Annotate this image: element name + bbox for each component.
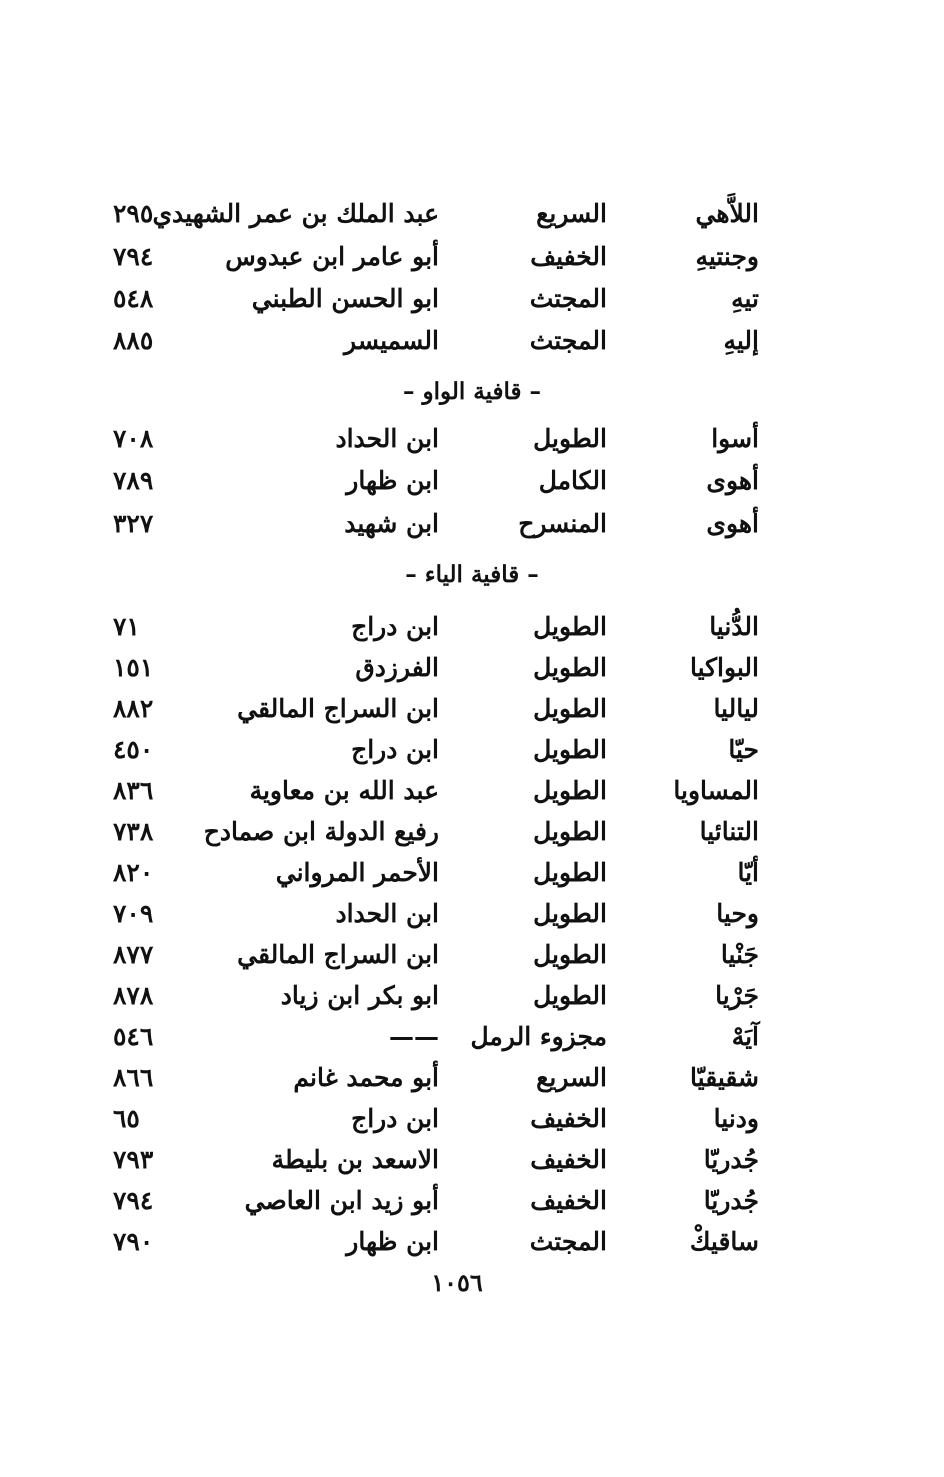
meter: الطويل bbox=[533, 940, 607, 969]
page-ref: ٧٠٩ bbox=[113, 899, 154, 928]
rhyme-word: جَنْيا bbox=[720, 940, 759, 969]
rhyme-word: آيَهْ bbox=[731, 1022, 759, 1051]
rhyme-word: أيّا bbox=[737, 858, 759, 887]
page-ref: ٨٨٥ bbox=[113, 326, 154, 355]
page-ref: ٧٣٨ bbox=[113, 817, 154, 846]
page-ref: ٥٤٨ bbox=[113, 284, 154, 313]
meter: الخفيف bbox=[530, 1145, 607, 1174]
page-ref: ٦٥ bbox=[113, 1104, 140, 1133]
poet: الاسعد بن بليطة bbox=[271, 1145, 439, 1174]
index-row bbox=[0, 811, 944, 852]
meter: الطويل bbox=[533, 694, 607, 723]
page-ref: ٨٧٨ bbox=[113, 981, 154, 1010]
index-row bbox=[0, 975, 944, 1016]
meter: الخفيف bbox=[530, 242, 607, 271]
meter: الطويل bbox=[533, 858, 607, 887]
page-ref: ٤٥٠ bbox=[113, 735, 154, 764]
rhyme-word: ساقيكْ bbox=[689, 1227, 759, 1256]
index-row bbox=[0, 460, 944, 501]
rhyme-word: جَرْيا bbox=[715, 981, 759, 1010]
page-ref: ٧١ bbox=[113, 612, 140, 641]
poet: ابن دراج bbox=[351, 1104, 439, 1133]
index-row bbox=[0, 893, 944, 934]
page-ref: ١٥١ bbox=[113, 653, 154, 682]
rhyme-word: حيّا bbox=[728, 735, 759, 764]
meter: الخفيف bbox=[530, 1104, 607, 1133]
poet: السميسر bbox=[344, 326, 439, 355]
rhyme-word: لياليا bbox=[713, 694, 759, 723]
rhyme-word: البواكيا bbox=[689, 653, 759, 682]
page-ref: ٨٣٦ bbox=[113, 776, 154, 805]
rhyme-word: اللاَّهي bbox=[695, 199, 759, 228]
meter: المجتث bbox=[529, 326, 607, 355]
meter: المجتث bbox=[529, 1227, 607, 1256]
page-ref: ٧٠٨ bbox=[113, 424, 154, 453]
index-row bbox=[0, 193, 944, 234]
section-heading-waw: – قافية الواو – bbox=[402, 378, 542, 405]
rhyme-word: جُدريّا bbox=[703, 1186, 759, 1215]
index-row bbox=[0, 934, 944, 975]
rhyme-word: إليهِ bbox=[723, 326, 759, 355]
meter: الطويل bbox=[533, 899, 607, 928]
meter: المجتث bbox=[529, 284, 607, 313]
poet: أبو عامر ابن عبدوس bbox=[225, 242, 439, 271]
page-ref: ٨٧٧ bbox=[113, 940, 154, 969]
meter: الطويل bbox=[533, 981, 607, 1010]
poet: الأحمر المرواني bbox=[275, 858, 439, 887]
index-row bbox=[0, 729, 944, 770]
index-row bbox=[0, 1016, 944, 1057]
poet: الفرزدق bbox=[355, 653, 439, 682]
page-ref: ٢٩٥ bbox=[113, 199, 154, 228]
rhyme-word: وجنتيهِ bbox=[695, 242, 759, 271]
poet: ابن السراج المالقي bbox=[237, 940, 439, 969]
index-row bbox=[0, 647, 944, 688]
page-ref: ٥٤٦ bbox=[113, 1022, 154, 1051]
poet: أبو زيد ابن العاصي bbox=[244, 1186, 439, 1215]
index-row bbox=[0, 236, 944, 277]
meter: الطويل bbox=[533, 612, 607, 641]
rhyme-word: ودنيا bbox=[713, 1104, 759, 1133]
poet: ابن دراج bbox=[351, 612, 439, 641]
poet: ابن دراج bbox=[351, 735, 439, 764]
index-row bbox=[0, 1180, 944, 1221]
rhyme-word: أسوا bbox=[711, 424, 759, 453]
meter: الطويل bbox=[533, 735, 607, 764]
page-ref: ٣٢٧ bbox=[113, 509, 154, 538]
rhyme-word: أهوى bbox=[706, 466, 759, 495]
meter: السريع bbox=[536, 1063, 607, 1092]
section-heading-ya: – قافية الياء – bbox=[405, 561, 539, 588]
index-row bbox=[0, 852, 944, 893]
rhyme-word: المساويا bbox=[673, 776, 759, 805]
index-row bbox=[0, 320, 944, 361]
poet: ابن شهيد bbox=[344, 509, 439, 538]
index-row bbox=[0, 1139, 944, 1180]
poet: أبو محمد غانم bbox=[293, 1063, 439, 1092]
rhyme-word: الدُّنيا bbox=[709, 612, 759, 641]
index-row bbox=[0, 503, 944, 544]
index-row bbox=[0, 688, 944, 729]
meter: السريع bbox=[536, 199, 607, 228]
poet: ابن الحداد bbox=[335, 424, 439, 453]
page-ref: ٧٩٤ bbox=[113, 1186, 154, 1215]
index-row bbox=[0, 770, 944, 811]
poet: ابن ظهار bbox=[346, 466, 439, 495]
rhyme-word: جُدريّا bbox=[703, 1145, 759, 1174]
poet: رفيع الدولة ابن صمادح bbox=[203, 817, 439, 846]
page-ref: ٨٦٦ bbox=[113, 1063, 154, 1092]
index-row bbox=[0, 1098, 944, 1139]
meter: الكامل bbox=[538, 466, 607, 495]
meter: الخفيف bbox=[530, 1186, 607, 1215]
index-row bbox=[0, 418, 944, 459]
poet: ابن ظهار bbox=[346, 1227, 439, 1256]
rhyme-word: وحيا bbox=[716, 899, 759, 928]
page-ref: ٧٩٤ bbox=[113, 242, 154, 271]
poet: ابن السراج المالقي bbox=[237, 694, 439, 723]
page-ref: ٧٨٩ bbox=[113, 466, 154, 495]
index-row bbox=[0, 606, 944, 647]
poet: عبد الله بن معاوية bbox=[249, 776, 439, 805]
rhyme-word: شقيقيّا bbox=[690, 1063, 759, 1092]
page-number: ١٠٥٦ bbox=[431, 1268, 483, 1297]
meter: الطويل bbox=[533, 776, 607, 805]
poet: عبد الملك بن عمر الشهيدي bbox=[152, 199, 439, 228]
meter: مجزوء الرمل bbox=[470, 1022, 607, 1051]
index-row bbox=[0, 278, 944, 319]
rhyme-word: التنائيا bbox=[699, 817, 759, 846]
index-row bbox=[0, 1057, 944, 1098]
poet: ابن الحداد bbox=[335, 899, 439, 928]
rhyme-word: تيهِ bbox=[731, 284, 759, 313]
index-row bbox=[0, 1221, 944, 1262]
meter: الطويل bbox=[533, 424, 607, 453]
meter: الطويل bbox=[533, 653, 607, 682]
poet: ابو الحسن الطبني bbox=[251, 284, 439, 313]
page-ref: ٧٩٠ bbox=[113, 1227, 154, 1256]
rhyme-word: أهوى bbox=[706, 509, 759, 538]
page-ref: ٨٨٢ bbox=[113, 694, 154, 723]
meter: المنسرح bbox=[518, 509, 607, 538]
poet: —— bbox=[389, 1022, 439, 1051]
poet: ابو بكر ابن زياد bbox=[280, 981, 439, 1010]
meter: الطويل bbox=[533, 817, 607, 846]
page-ref: ٧٩٣ bbox=[113, 1145, 154, 1174]
page-ref: ٨٢٠ bbox=[113, 858, 154, 887]
